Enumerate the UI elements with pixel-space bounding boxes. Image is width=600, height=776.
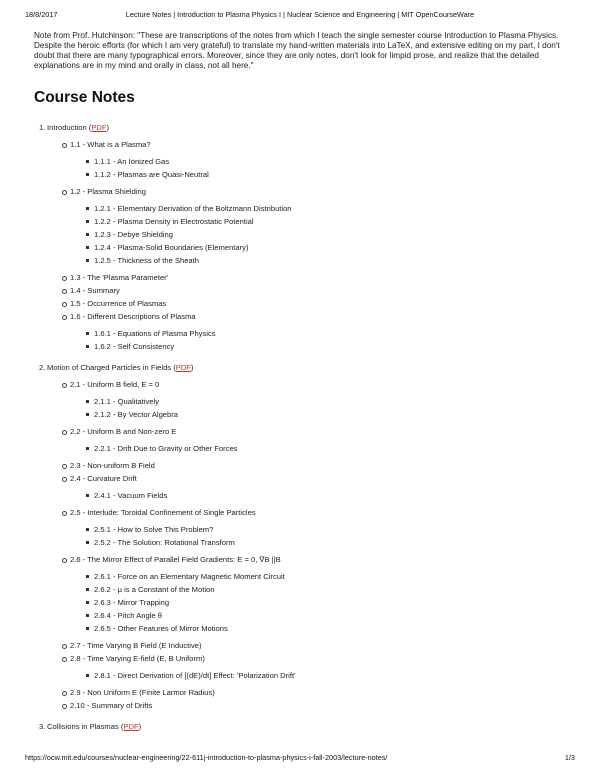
subsection-title: 1.2.5 - Thickness of the Sheath <box>94 256 199 265</box>
subsection-title: 1.6.1 - Equations of Plasma Physics <box>94 329 216 338</box>
subsection-title: 2.4.1 - Vacuum Fields <box>94 491 168 500</box>
square-bullet-icon <box>86 541 89 544</box>
subsection-item <box>86 622 569 635</box>
square-bullet-icon <box>86 575 89 578</box>
page-url: https://ocw.mit.edu/courses/nuclear-engineering/22-611j-introduction-to-plasma-physics-i-fall-2003/lecture-notes/ <box>25 753 388 762</box>
square-bullet-icon <box>86 601 89 604</box>
print-header <box>25 10 575 22</box>
section-item <box>62 506 569 549</box>
chapter-title: Introduction ( <box>47 123 92 132</box>
square-bullet-icon <box>86 332 89 335</box>
circle-bullet-icon <box>62 511 67 516</box>
subsection-item <box>86 442 569 455</box>
subsection-list <box>70 570 569 635</box>
square-bullet-icon <box>86 674 89 677</box>
subsection-item <box>86 669 569 682</box>
subsection-list <box>70 395 569 421</box>
section-title: 2.4 - Curvature Drift <box>70 474 137 483</box>
subsection-title: 2.2.1 - Drift Due to Gravity or Other Forces <box>94 444 238 453</box>
section-item <box>62 310 569 353</box>
section-item <box>62 425 569 455</box>
chapter-pdf-link[interactable]: PDF <box>175 363 191 372</box>
chapter-title-close: ) <box>138 722 142 731</box>
print-title: Lecture Notes | Introduction to Plasma Physics I | Nuclear Science and Engineering | MIT OpenCourseWare <box>125 10 475 19</box>
section-item <box>62 185 569 267</box>
subsection-item <box>86 327 569 340</box>
main-content <box>34 31 569 731</box>
section-title: 2.1 - Uniform B field, E = 0 <box>70 380 160 389</box>
page-title: Course Notes <box>34 89 135 106</box>
square-bullet-icon <box>86 413 89 416</box>
circle-bullet-icon <box>62 315 67 320</box>
subsection-item <box>86 570 569 583</box>
subsection-title: 2.8.1 - Direct Derivation of [(dE)/dt] Effect: 'Polarization Drift' <box>94 671 296 680</box>
square-bullet-icon <box>86 246 89 249</box>
subsection-item <box>86 609 569 622</box>
subsection-list <box>70 327 569 353</box>
section-item <box>62 699 569 712</box>
section-title: 1.2 - Plasma Shielding <box>70 187 146 196</box>
subsection-item <box>86 536 569 549</box>
section-item <box>62 138 569 181</box>
subsection-list <box>70 489 569 502</box>
section-item <box>62 297 569 310</box>
square-bullet-icon <box>86 259 89 262</box>
square-bullet-icon <box>86 220 89 223</box>
square-bullet-icon <box>86 614 89 617</box>
circle-bullet-icon <box>62 644 67 649</box>
subsection-item <box>86 340 569 353</box>
circle-bullet-icon <box>62 289 67 294</box>
subsection-title: 2.6.4 - Pitch Angle θ <box>94 611 162 620</box>
section-title: 2.9 - Non Uniform E (Finite Larmor Radius) <box>70 688 215 697</box>
subsection-list <box>70 202 569 267</box>
chapter-pdf-link[interactable]: PDF <box>123 722 139 731</box>
chapter-title-close: ) <box>106 123 110 132</box>
subsection-item <box>86 168 569 181</box>
intro-note: Note from Prof. Hutchinson: "These are transcriptions of the notes from which I teach the single semester course Introduction to Plasma Physics. Despite the heroic efforts (for which I am very grateful) to translate my hand-written materials into LaTeX, and extensive editing on my part, I don't doubt that there are many typographical errors. Moreover, since they are only notes, don't look for limpid prose, and realize that the detailed explanations are in my mind and orally in class, not all here." <box>34 31 560 70</box>
subsection-title: 2.6.5 - Other Features of Mirror Motions <box>94 624 228 633</box>
subsection-item <box>86 254 569 267</box>
subsection-title: 2.5.2 - The Solution: Rotational Transform <box>94 538 235 547</box>
section-item <box>62 284 569 297</box>
chapter-title-close: ) <box>190 363 194 372</box>
chapter-title: Collisions in Plasmas ( <box>47 722 124 731</box>
subsection-title: 1.2.1 - Elementary Derivation of the Boltzmann Distribution <box>94 204 292 213</box>
subsection-item <box>86 155 569 168</box>
subsection-title: 1.2.3 - Debye Shielding <box>94 230 173 239</box>
subsection-title: 1.6.2 - Self Consistency <box>94 342 175 351</box>
subsection-item <box>86 489 569 502</box>
section-item <box>62 271 569 284</box>
page-number: 1/3 <box>564 753 575 762</box>
course-notes-toc <box>34 121 569 737</box>
square-bullet-icon <box>86 494 89 497</box>
chapter-number: 3. <box>39 722 46 731</box>
subsection-item <box>86 202 569 215</box>
subsection-title: 2.6.1 - Force on an Elementary Magnetic Moment Circuit <box>94 572 285 581</box>
subsection-title: 1.2.4 - Plasma-Solid Boundaries (Elementary) <box>94 243 249 252</box>
square-bullet-icon <box>86 173 89 176</box>
square-bullet-icon <box>86 588 89 591</box>
subsection-list <box>70 523 569 549</box>
section-title: 1.5 - Occurrence of Plasmas <box>70 299 167 308</box>
square-bullet-icon <box>86 160 89 163</box>
circle-bullet-icon <box>62 477 67 482</box>
circle-bullet-icon <box>62 383 67 388</box>
circle-bullet-icon <box>62 657 67 662</box>
subsection-title: 2.1.1 - Qualitatively <box>94 397 159 406</box>
circle-bullet-icon <box>62 143 67 148</box>
section-title: 2.5 - Interlude: Toroidal Confinement of Single Particles <box>70 508 256 517</box>
circle-bullet-icon <box>62 302 67 307</box>
square-bullet-icon <box>86 207 89 210</box>
section-item <box>62 378 569 421</box>
section-title: 1.1 - What is a Plasma? <box>70 140 151 149</box>
square-bullet-icon <box>86 345 89 348</box>
section-item <box>62 553 569 635</box>
section-list <box>47 378 569 712</box>
circle-bullet-icon <box>62 704 67 709</box>
square-bullet-icon <box>86 400 89 403</box>
section-item <box>62 459 569 472</box>
section-item <box>62 652 569 682</box>
section-title: 1.6 - Different Descriptions of Plasma <box>70 312 196 321</box>
circle-bullet-icon <box>62 430 67 435</box>
section-item <box>62 686 569 699</box>
section-list <box>47 138 569 353</box>
square-bullet-icon <box>86 528 89 531</box>
subsection-title: 1.1.2 - Plasmas are Quasi-Neutral <box>94 170 209 179</box>
square-bullet-icon <box>86 233 89 236</box>
subsection-list <box>70 155 569 181</box>
subsection-list <box>70 669 569 682</box>
section-title: 2.6 - The Mirror Effect of Parallel Field Gradients: E = 0, ∇B ||B <box>70 555 281 564</box>
subsection-title: 2.6.3 - Mirror Trapping <box>94 598 170 607</box>
circle-bullet-icon <box>62 276 67 281</box>
section-title: 2.7 - Time Varying B Field (E Inductive) <box>70 641 202 650</box>
subsection-title: 1.2.2 - Plasma Density in Electrostatic Potential <box>94 217 254 226</box>
subsection-title: 2.6.2 - μ is a Constant of the Motion <box>94 585 215 594</box>
section-title: 2.10 - Summary of Drifts <box>70 701 153 710</box>
chapter-list <box>34 121 569 733</box>
circle-bullet-icon <box>62 464 67 469</box>
subsection-title: 2.5.1 - How to Solve This Problem? <box>94 525 214 534</box>
subsection-item <box>86 523 569 536</box>
subsection-item <box>86 408 569 421</box>
chapter-item <box>34 121 569 353</box>
subsection-item <box>86 241 569 254</box>
subsection-title: 2.1.2 - By Vector Algebra <box>94 410 179 419</box>
subsection-item <box>86 228 569 241</box>
section-item <box>62 639 569 652</box>
chapter-number: 2. <box>39 363 46 372</box>
section-title: 2.8 - Time Varying E-field (E, B Uniform) <box>70 654 205 663</box>
subsection-title: 1.1.1 - An Ionized Gas <box>94 157 170 166</box>
subsection-item <box>86 215 569 228</box>
chapter-number: 1. <box>39 123 46 132</box>
square-bullet-icon <box>86 447 89 450</box>
circle-bullet-icon <box>62 691 67 696</box>
print-date: 18/8/2017 <box>25 10 58 19</box>
circle-bullet-icon <box>62 558 67 563</box>
chapter-item <box>34 361 569 712</box>
print-footer <box>25 753 575 765</box>
square-bullet-icon <box>86 627 89 630</box>
section-title: 1.3 - The 'Plasma Parameter' <box>70 273 169 282</box>
chapter-item <box>34 720 569 733</box>
subsection-item <box>86 596 569 609</box>
section-title: 2.2 - Uniform B and Non-zero E <box>70 427 177 436</box>
circle-bullet-icon <box>62 190 67 195</box>
subsection-list <box>70 442 569 455</box>
subsection-item <box>86 395 569 408</box>
section-title: 2.3 - Non-uniform B Field <box>70 461 155 470</box>
chapter-pdf-link[interactable]: PDF <box>91 123 107 132</box>
section-item <box>62 472 569 502</box>
section-title: 1.4 - Summary <box>70 286 120 295</box>
subsection-item <box>86 583 569 596</box>
chapter-title: Motion of Charged Particles in Fields ( <box>47 363 176 372</box>
